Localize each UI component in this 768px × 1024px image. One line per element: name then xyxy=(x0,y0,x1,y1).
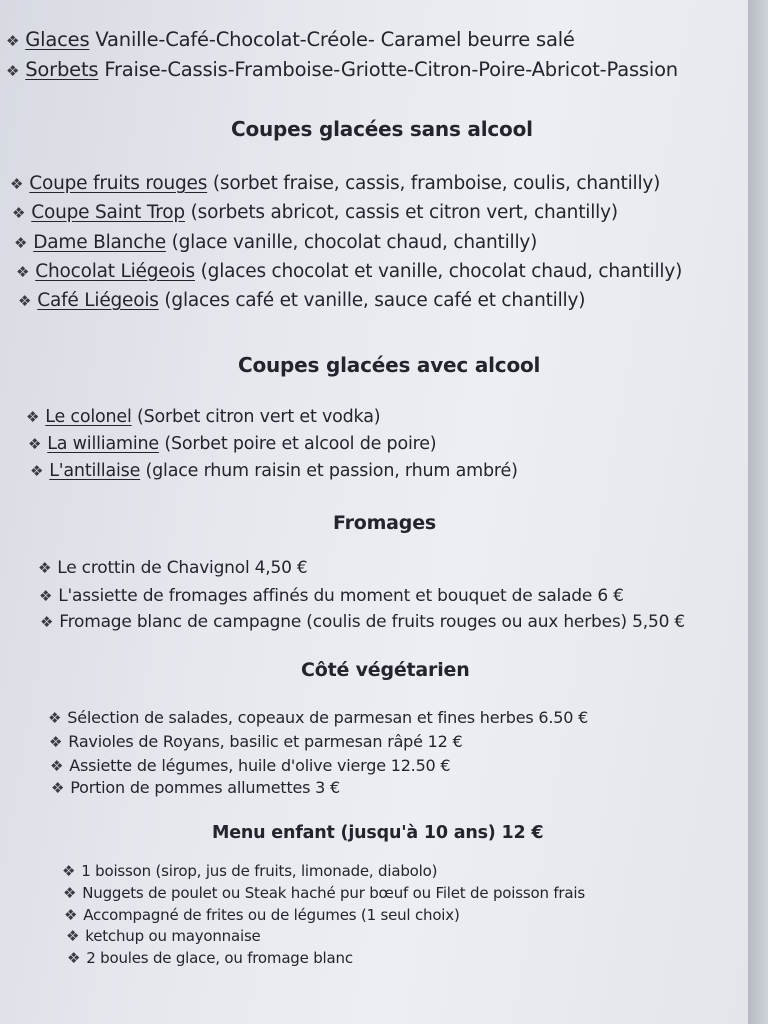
item-text: L'assiette de fromages affinés du moment et bouquet de salade 6 € xyxy=(58,586,624,606)
item-description: Fraise-Cassis-Framboise-Griotte-Citron-Poire-Abricot-Passion xyxy=(98,58,678,81)
item-text: Accompagné de frites ou de légumes (1 seul choix) xyxy=(83,906,460,924)
bullet-icon: ❖ xyxy=(28,435,42,453)
item-description: (sorbet fraise, cassis, framboise, coulis, chantilly) xyxy=(207,173,661,194)
bullet-icon: ❖ xyxy=(16,263,30,281)
menu-line xyxy=(10,173,660,194)
bullet-icon: ❖ xyxy=(49,733,63,751)
menu-line xyxy=(39,586,624,606)
menu-line xyxy=(66,927,261,945)
bullet-icon: ❖ xyxy=(39,587,53,605)
page-edge xyxy=(748,0,768,1024)
menu-line xyxy=(40,612,685,632)
bullet-icon: ❖ xyxy=(26,408,40,426)
item-text: 2 boules de glace, ou fromage blanc xyxy=(86,949,353,967)
item-name: Le colonel xyxy=(45,407,132,427)
item-text: Nuggets de poulet ou Steak haché pur bœuf ou Filet de poisson frais xyxy=(82,884,585,902)
item-name: Dame Blanche xyxy=(33,232,166,253)
bullet-icon: ❖ xyxy=(51,779,65,797)
bullet-icon: ❖ xyxy=(62,862,76,880)
menu-line-glaces xyxy=(6,28,575,51)
item-name: La williamine xyxy=(47,434,159,454)
menu-line xyxy=(16,261,682,282)
bullet-icon: ❖ xyxy=(66,927,80,945)
bullet-icon: ❖ xyxy=(63,884,77,902)
item-text: 1 boisson (sirop, jus de fruits, limonade, diabolo) xyxy=(81,862,438,880)
item-name: L'antillaise xyxy=(49,461,141,481)
item-description: (glace rhum raisin et passion, rhum ambré) xyxy=(140,461,518,481)
bullet-icon: ❖ xyxy=(40,613,54,631)
bullet-icon: ❖ xyxy=(12,204,26,222)
item-text: Sélection de salades, copeaux de parmesan et fines herbes 6.50 € xyxy=(67,708,589,727)
menu-line xyxy=(51,778,340,797)
item-description: (glace vanille, chocolat chaud, chantilly) xyxy=(165,232,538,253)
item-name: Coupe fruits rouges xyxy=(29,173,208,194)
item-name: Sorbets xyxy=(25,58,99,81)
menu-line xyxy=(30,461,518,481)
menu-line xyxy=(14,232,537,253)
bullet-icon: ❖ xyxy=(6,62,20,80)
menu-line xyxy=(49,732,463,751)
item-name: Glaces xyxy=(25,28,90,51)
item-text: Portion de pommes allumettes 3 € xyxy=(70,778,341,797)
item-description: (glaces café et vanille, sauce café et chantilly) xyxy=(158,290,586,311)
bullet-icon: ❖ xyxy=(48,709,62,727)
menu-line xyxy=(48,708,588,727)
item-name: Coupe Saint Trop xyxy=(31,202,185,223)
item-description: (glaces chocolat et vanille, chocolat chaud, chantilly) xyxy=(194,261,683,282)
section-title-vegetarien: Côté végétarien xyxy=(301,659,470,681)
bullet-icon: ❖ xyxy=(30,462,44,480)
section-title-avec-alcool: Coupes glacées avec alcool xyxy=(238,353,541,377)
bullet-icon: ❖ xyxy=(18,292,32,310)
menu-line xyxy=(63,884,585,902)
bullet-icon: ❖ xyxy=(6,32,20,50)
bullet-icon: ❖ xyxy=(67,949,81,967)
menu-line xyxy=(50,756,450,775)
menu-line-sorbets xyxy=(6,58,678,81)
bullet-icon: ❖ xyxy=(14,234,28,252)
item-text: ketchup ou mayonnaise xyxy=(85,927,261,945)
section-title-fromages: Fromages xyxy=(333,512,437,534)
bullet-icon: ❖ xyxy=(50,757,64,775)
item-description: (Sorbet citron vert et vodka) xyxy=(131,407,381,427)
bullet-icon: ❖ xyxy=(10,175,24,193)
menu-line xyxy=(64,906,460,924)
menu-line xyxy=(67,949,353,967)
menu-line xyxy=(38,558,308,578)
menu-line xyxy=(62,862,437,880)
item-description: (sorbets abricot, cassis et citron vert, chantilly) xyxy=(184,202,618,223)
section-title-sans-alcool: Coupes glacées sans alcool xyxy=(231,117,533,141)
item-name: Chocolat Liégeois xyxy=(35,261,195,282)
item-description: Vanille-Café-Chocolat-Créole- Caramel beurre salé xyxy=(89,28,575,51)
item-text: Fromage blanc de campagne (coulis de fruits rouges ou aux herbes) 5,50 € xyxy=(59,612,685,632)
bullet-icon: ❖ xyxy=(64,906,78,924)
bullet-icon: ❖ xyxy=(38,559,52,577)
item-name: Café Liégeois xyxy=(37,290,159,311)
section-title-menu-enfant: Menu enfant (jusqu'à 10 ans) 12 € xyxy=(212,823,544,843)
menu-line xyxy=(12,202,618,223)
item-text: Assiette de légumes, huile d'olive vierge 12.50 € xyxy=(69,756,451,775)
menu-line xyxy=(26,407,380,427)
item-description: (Sorbet poire et alcool de poire) xyxy=(158,434,437,454)
item-text: Le crottin de Chavignol 4,50 € xyxy=(57,558,308,578)
item-text: Ravioles de Royans, basilic et parmesan râpé 12 € xyxy=(68,732,463,751)
menu-line xyxy=(28,434,436,454)
menu-line xyxy=(18,290,585,311)
